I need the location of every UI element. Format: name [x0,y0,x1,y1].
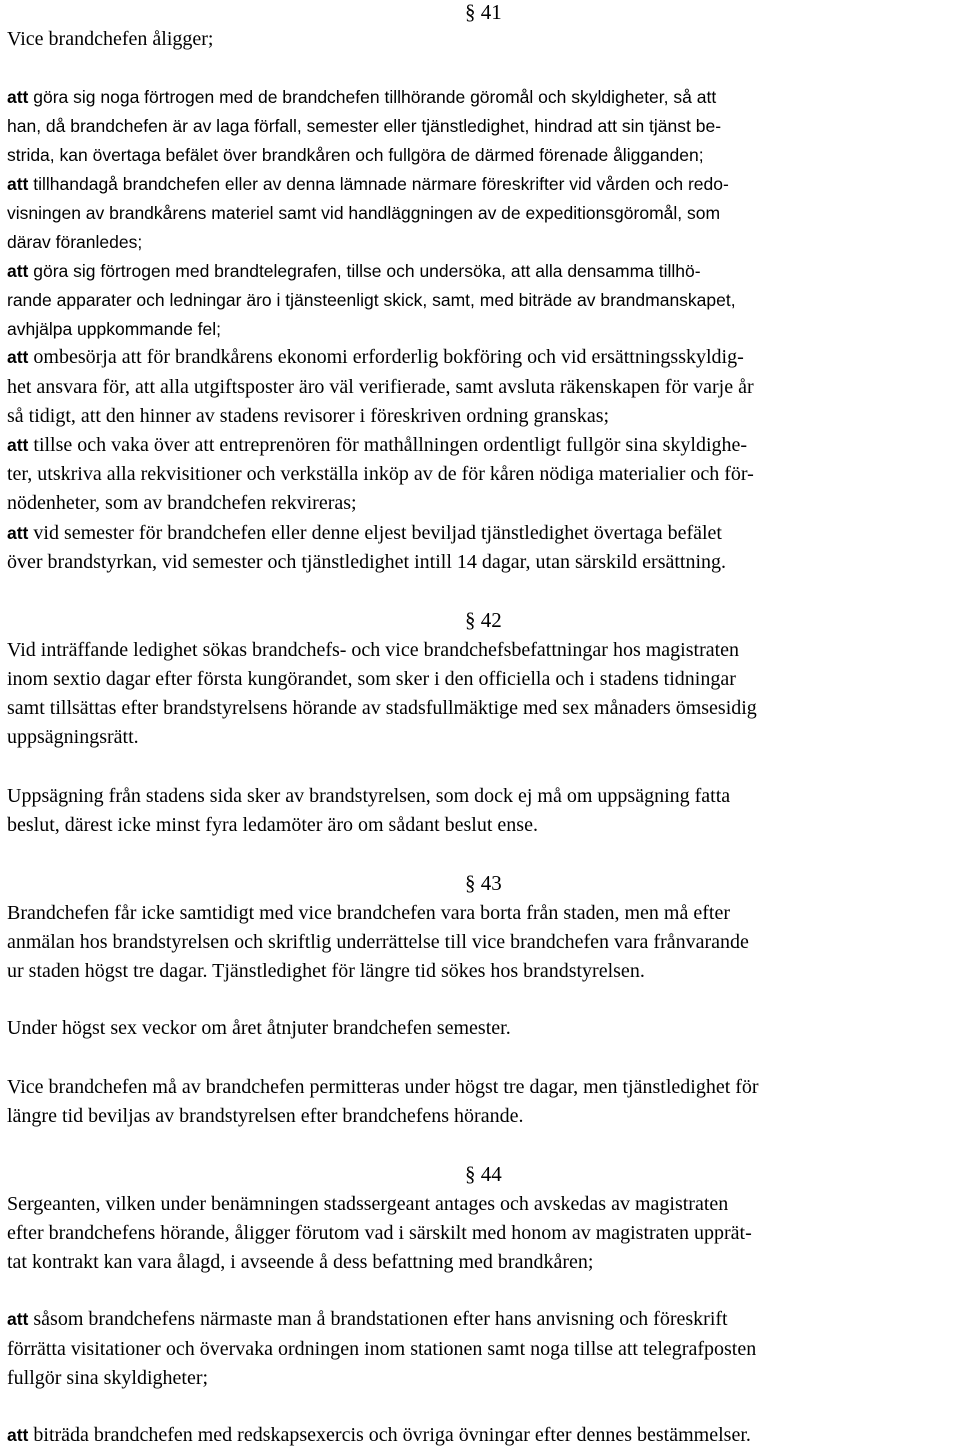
s44-line: Sergeanten, vilken under benämningen stadssergeant antages och avskedas av magistraten [7,1193,729,1215]
s42-line: beslut, därest icke minst fyra ledamöter äro om sådant beslut ense. [7,814,538,836]
s43-line: Vice brandchefen må av brandchefen permitteras under högst tre dagar, men tjänstledighet för [7,1076,759,1098]
heading: Vice brandchefen åligger; [7,28,214,50]
s44-line: tat kontrakt kan vara ålagd, i avseende å dess befattning med brandkåren; [7,1251,594,1273]
s41-line: han, då brandchefen är av laga förfall, semester eller tjänstledighet, hindrad att sin tjänst be- [7,116,722,136]
att-keyword: att [7,435,29,455]
section-number-41: § 41 [465,0,502,24]
s42-line: uppsägningsrätt. [7,726,139,748]
att-keyword: att [7,347,29,367]
s43-line: Brandchefen får icke samtidigt med vice brandchefen vara borta från staden, men må efter [7,902,730,924]
att-keyword: att [7,1309,29,1329]
att-keyword: att [7,261,29,281]
section-number-42: § 42 [465,608,502,632]
att-keyword: att [7,1425,29,1445]
s44-line: efter brandchefens hörande, åligger förutom vad i särskilt med honom av magistraten upprät- [7,1222,752,1244]
s43-line: ur staden högst tre dagar. Tjänstledighet för längre tid sökes hos brandstyrelsen. [7,960,645,982]
section-number-43: § 43 [465,871,502,895]
s41-line: därav föranledes; [7,232,143,252]
section-number-44: § 44 [465,1162,502,1186]
s44-line: att såsom brandchefens närmaste man å brandstationen efter hans anvisning och föreskrift [7,1308,728,1330]
s41-line: att vid semester för brandchefen eller denne eljest beviljad tjänstledighet övertaga befälet [7,522,722,544]
s42-line: inom sextio dagar efter första kungörandet, som sker i den officiella och i stadens tidningar [7,668,736,690]
s41-line: att göra sig förtrogen med brandtelegrafen, tillse och undersöka, att alla densamma tillhö- [7,261,701,281]
s42-line: Uppsägning från stadens sida sker av brandstyrelsen, som dock ej må om uppsägning fatta [7,785,731,807]
s41-line: rande apparater och ledningar äro i tjänsteenligt skick, samt, med biträde av brandmanskapet, [7,290,736,310]
s41-line: avhjälpa uppkommande fel; [7,319,222,339]
s43-line: längre tid beviljas av brandstyrelsen efter brandchefens hörande. [7,1105,524,1127]
s41-line: att tillse och vaka över att entreprenören för mathållningen ordentligt fullgör sina skyldighe- [7,434,748,456]
s44-line: att biträda brandchefen med redskapsexercis och övriga övningar efter dennes bestämmelser. [7,1424,751,1446]
s42-line: Vid inträffande ledighet sökas brandchefs- och vice brandchefsbefattningar hos magistraten [7,639,740,661]
s41-line: visningen av brandkårens materiel samt vid handläggningen av de expeditionsgöromål, som [7,203,721,223]
s44-line: fullgör sina skyldigheter; [7,1367,209,1389]
s41-line: nödenheter, som av brandchefen rekvireras; [7,492,357,514]
s41-line: ter, utskriva alla rekvisitioner och verkställa inköp av de för kåren nödiga materialier och för- [7,463,754,485]
s41-line: strida, kan övertaga befälet över brandkåren och fullgöra de därmed förenade åligganden; [7,145,704,165]
s41-line: så tidigt, att den hinner av stadens revisorer i föreskriven ordning granskas; [7,405,610,427]
s41-line: över brandstyrkan, vid semester och tjänstledighet intill 14 dagar, utan särskild ersättning. [7,551,727,573]
s41-line: att göra sig noga förtrogen med de brandchefen tillhörande göromål och skyldigheter, så att [7,87,717,107]
att-keyword: att [7,523,29,543]
att-keyword: att [7,87,29,107]
s43-line: anmälan hos brandstyrelsen och skriftlig underrättelse till vice brandchefen vara frånvarande [7,931,749,953]
s43-line: Under högst sex veckor om året åtnjuter brandchefen semester. [7,1017,511,1039]
s41-line: het ansvara för, att alla utgiftsposter äro väl verifierade, samt avsluta räkenskapen för varje år [7,376,754,398]
s42-line: samt tillsättas efter brandstyrelsens hörande av stadsfullmäktige med sex månaders ömsesidig [7,697,757,719]
s41-line: att tillhandagå brandchefen eller av denna lämnade närmare föreskrifter vid vården och redo- [7,174,729,194]
att-keyword: att [7,174,29,194]
s44-line: förrätta visitationer och övervaka ordningen inom stationen samt noga tillse att telegrafposten [7,1338,757,1360]
s41-line: att ombesörja att för brandkårens ekonomi erforderlig bokföring och vid ersättningsskyldig- [7,346,744,368]
